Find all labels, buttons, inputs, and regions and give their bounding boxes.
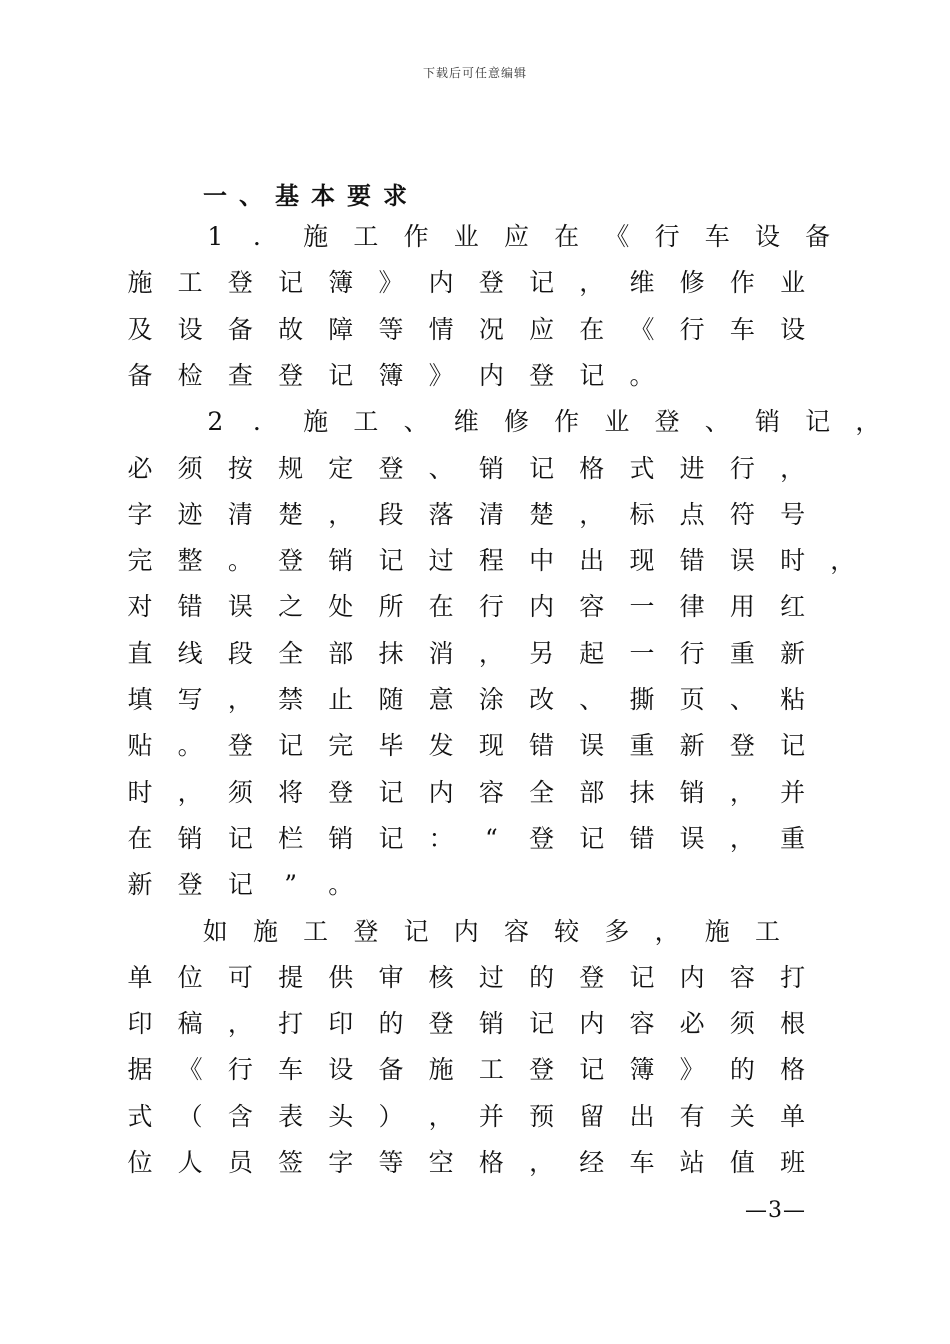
text-line: 直 线 段 全 部 抹 消 ， 另 起 一 行 重 新 [127,638,806,668]
text-line: 及 设 备 故 障 等 情 况 应 在 《 行 车 设 [127,314,806,344]
text-line: 必 须 按 规 定 登 、 销 记 格 式 进 行 ， [127,453,806,483]
section-heading: 一、基本要求 [203,181,419,210]
page-header: 下载后可任意编辑 [422,66,527,80]
text-line: 如 施 工 登 记 内 容 较 多 ， 施 工 [202,916,780,946]
text-line: 1 ． 施 工 作 业 应 在 《 行 车 设 备 [207,222,831,251]
text-line: 据 《 行 车 设 备 施 工 登 记 簿 》 的 格 [127,1055,806,1085]
text-line: 位 人 员 签 字 等 空 格 ， 经 车 站 值 班 [127,1148,806,1177]
text-line: 贴 。 登 记 完 毕 发 现 错 误 重 新 登 记 [127,731,806,761]
text-line: 填 写 ， 禁 止 随 意 涂 改 、 撕 页 、 粘 [127,685,806,714]
text-line: 2 ． 施 工 、 维 修 作 业 登 、 销 记 ， [207,407,881,437]
text-line: 新 登 记 ” 。 [127,870,354,900]
text-line: 完 整 。 登 销 记 过 程 中 出 现 错 误 时 ， [127,546,856,576]
text-line: 字 迹 清 楚 ， 段 落 清 楚 ， 标 点 符 号 [127,499,806,529]
text-line: 备 检 查 登 记 簿 》 内 登 记 。 [127,360,655,390]
text-line: 式 （ 含 表 头 ） ， 并 预 留 出 有 关 单 [127,1101,806,1131]
text-line: 在 销 记 栏 销 记 ： “ 登 记 错 误 ， 重 [127,823,806,853]
text-line: 单 位 可 提 供 审 核 过 的 登 记 内 容 打 [127,962,806,992]
text-line: 时 ， 须 将 登 记 内 容 全 部 抹 销 ， 并 [127,777,806,807]
page-number: —3— [745,1198,806,1223]
text-line: 对 错 误 之 处 所 在 行 内 容 一 律 用 红 [127,592,806,622]
text-line: 印 稿 ， 打 印 的 登 销 记 内 容 必 须 根 [127,1009,806,1039]
text-line: 施 工 登 记 簿 》 内 登 记 ， 维 修 作 业 [127,268,806,298]
